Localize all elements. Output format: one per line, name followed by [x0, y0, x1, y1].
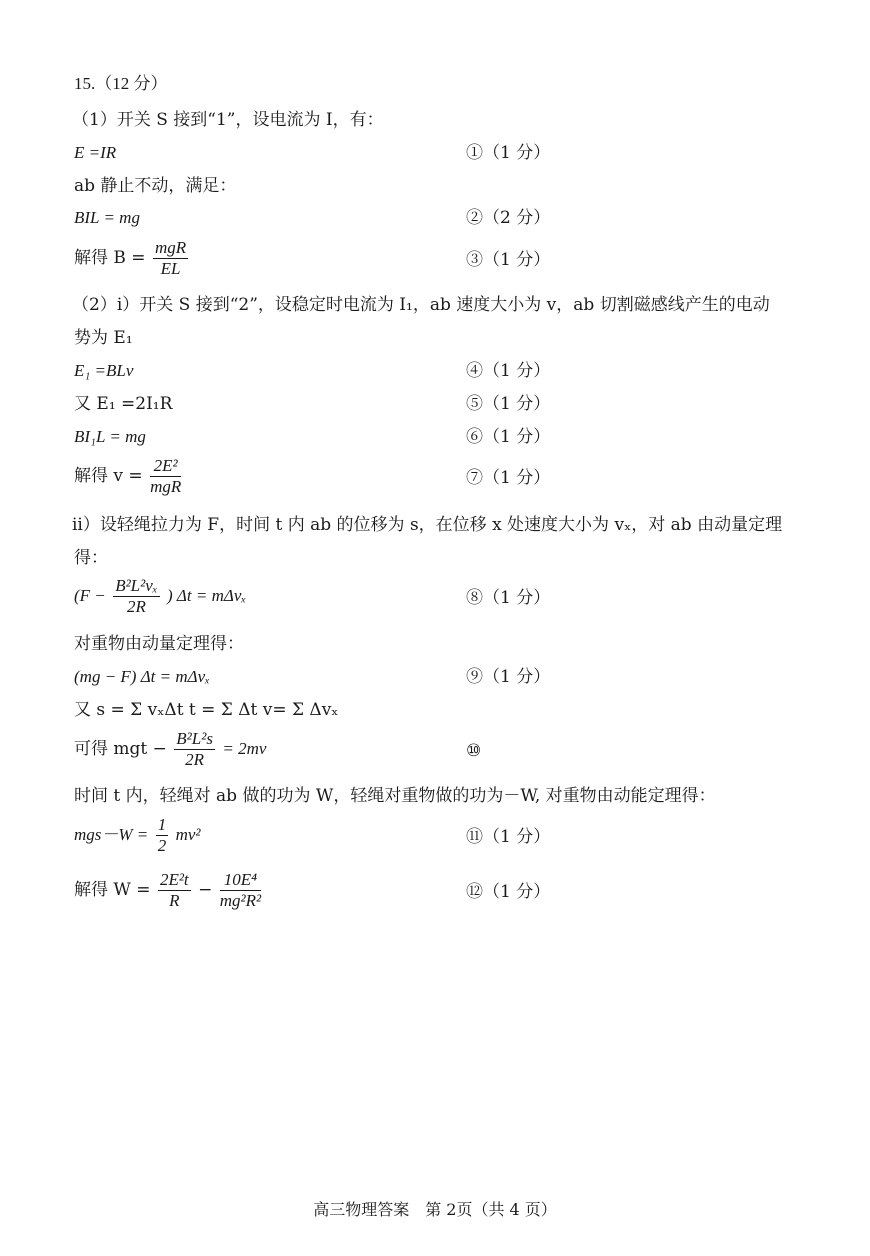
mark-3: ③（1 分） [466, 250, 551, 270]
fraction-numerator: 1 [157, 815, 167, 834]
problem-title: 15.（12 分） [74, 74, 168, 93]
eq-7-prefix: 解得 v = [74, 466, 143, 486]
fraction-denominator: 2R [185, 750, 205, 769]
eq-11-right: mv² [175, 825, 201, 844]
fraction-numerator: 2E² [150, 456, 181, 477]
eq-10-right: = 2mv [222, 739, 267, 758]
eq-2: BIL = mg [74, 208, 140, 227]
eq-4: E₁ =BLv [74, 361, 134, 380]
eq-8-left: (F − [74, 586, 106, 605]
page-footer: 高三物理答案 第 2页（共 4 页） [313, 1200, 557, 1219]
eq-10 [74, 729, 266, 770]
eq-3 [74, 238, 190, 279]
eq-11-left: mgs－W = [74, 825, 149, 844]
fraction-b2l2vx-over-2r [113, 576, 159, 617]
fraction-denominator: 2 [157, 836, 167, 855]
fraction-numerator: B²L²vₓ [115, 576, 158, 595]
eq-12-minus: − [198, 880, 213, 900]
fraction-numerator: 10E⁴ [220, 870, 261, 891]
mark-11: ⑪（1 分） [466, 827, 551, 847]
fraction-10e4-over-mg2r2 [220, 870, 261, 911]
sum-relations: 又 s = Σ vₓΔt t = Σ Δt v= Σ Δvₓ [74, 700, 339, 720]
part1-static-text: ab 静止不动，满足： [74, 176, 237, 196]
fraction-numerator: 2E²t [159, 870, 189, 889]
weight-momentum-text: 对重物由动量定理得： [74, 634, 244, 654]
mark-9: ⑨（1 分） [466, 667, 551, 687]
fraction-denominator: 2R [126, 597, 146, 616]
fraction-denominator: R [169, 891, 180, 910]
fraction-one-half [156, 815, 169, 856]
eq-12 [74, 870, 263, 911]
eq-5: 又 E₁ =2I₁R [74, 394, 173, 414]
mark-8: ⑧（1 分） [466, 588, 551, 608]
eq-7 [74, 456, 183, 497]
eq-8 [74, 576, 246, 617]
fraction-b2l2s-over-2r [174, 729, 215, 770]
fraction-2e2-over-mgr [150, 456, 181, 497]
eq-10-prefix: 可得 mgt − [74, 739, 167, 759]
mark-4: ④（1 分） [466, 361, 551, 381]
eq-11 [74, 815, 201, 856]
part2ii-intro: ii）设轻绳拉力为 F，时间 t 内 ab 的位移为 s，在位移 x 处速度大小为 vₓ，对 ab 由动量定理 [72, 515, 783, 535]
mark-1: ①（1 分） [466, 143, 551, 163]
part2ii-intro-cont: 得： [74, 548, 108, 568]
fraction-denominator: mgR [150, 477, 182, 496]
eq-3-prefix: 解得 B = [74, 248, 146, 268]
mark-2: ②（2 分） [466, 208, 551, 228]
fraction-mgr-over-el [153, 238, 188, 279]
eq-12-prefix: 解得 W = [74, 880, 151, 900]
fraction-2e2t-over-r [158, 870, 191, 911]
eq-8-right: ) Δt = mΔvₓ [167, 586, 247, 605]
eq-9: (mg − F) Δt = mΔvₓ [74, 667, 211, 686]
fraction-numerator: B²L²s [176, 729, 213, 748]
work-text: 时间 t 内，轻绳对 ab 做的功为 W，轻绳对重物做的功为－W, 对重物由动能定理得： [74, 786, 716, 806]
fraction-denominator: mg²R² [219, 891, 262, 910]
mark-10: ⑩ [466, 741, 482, 761]
fraction-denominator: EL [160, 259, 181, 278]
fraction-numerator: mgR [154, 238, 187, 257]
eq-6: BI₁L = mg [74, 427, 146, 446]
mark-6: ⑥（1 分） [466, 427, 551, 447]
part1-intro: （1）开关 S 接到“1”，设电流为 I，有： [72, 110, 384, 130]
part2i-intro-cont: 势为 E₁ [74, 328, 133, 348]
mark-12: ⑫（1 分） [466, 882, 551, 902]
mark-7: ⑦（1 分） [466, 468, 551, 488]
part2i-intro: （2）i）开关 S 接到“2”，设稳定时电流为 I₁，ab 速度大小为 v，ab 切割磁感线产生的电动 [72, 295, 770, 315]
mark-5: ⑤（1 分） [466, 394, 551, 414]
eq-1: E =IR [74, 143, 117, 162]
